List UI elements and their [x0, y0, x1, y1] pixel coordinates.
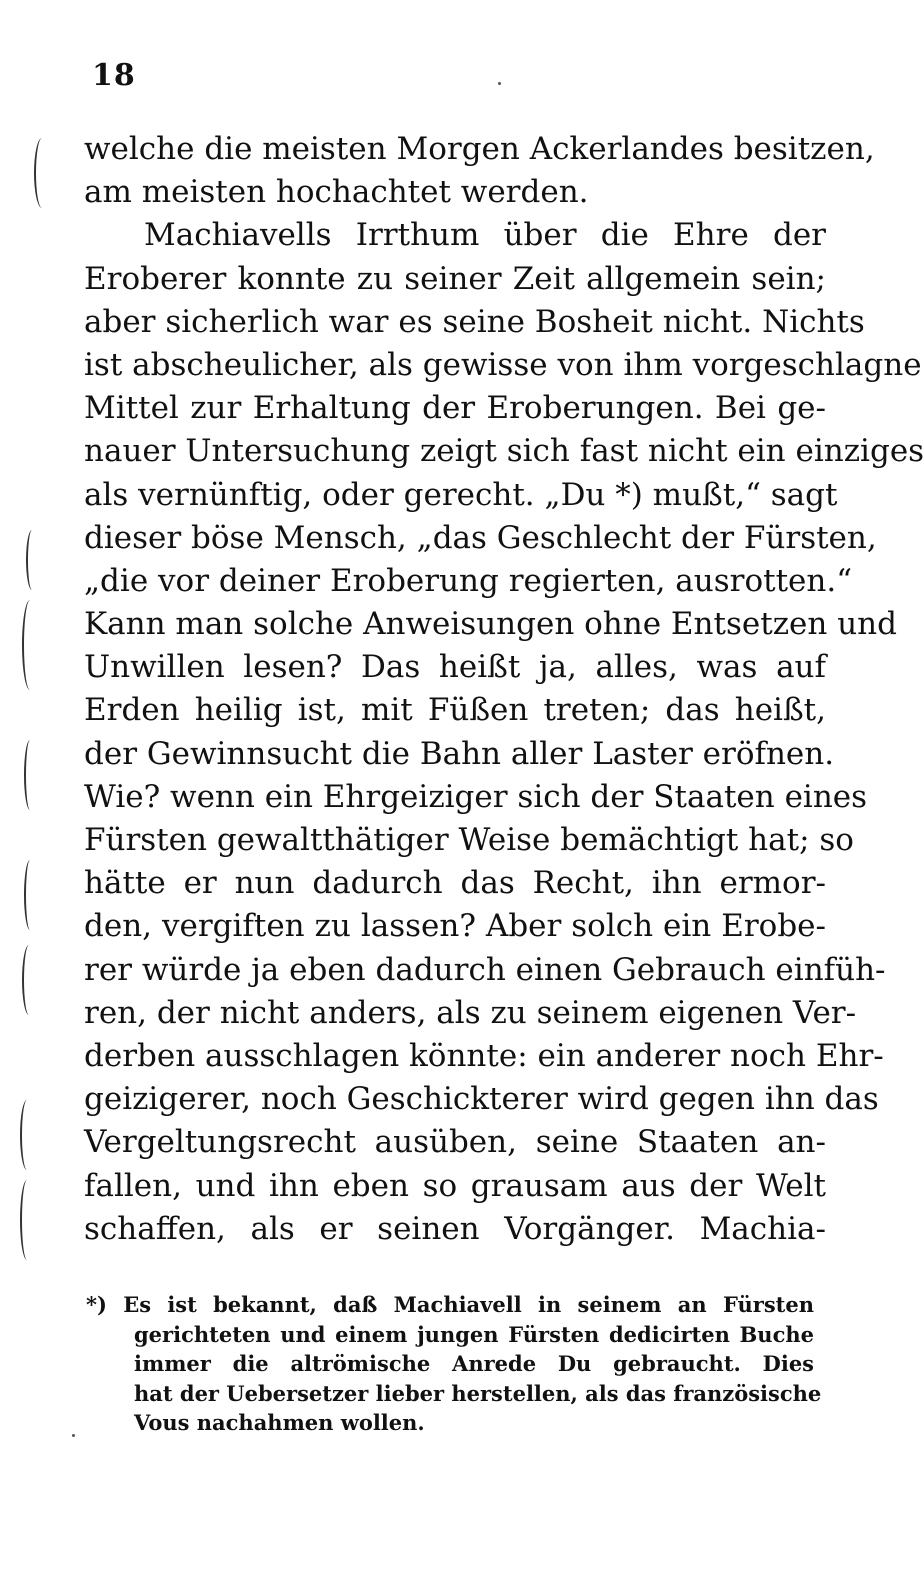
footnote: [86, 1290, 822, 1438]
paper-speck: [498, 82, 501, 85]
text-line: Eroberer konnte zu seiner Zeit allgemein sein;: [84, 260, 826, 297]
paper-speck: [72, 1434, 75, 1437]
margin-mark: [24, 740, 36, 810]
text-line: Vergeltungsrecht ausüben, seine Staaten an-: [84, 1124, 826, 1161]
text-line: als vernünftig, oder gerecht. „Du *) mußt,“ sagt: [84, 476, 838, 513]
text-line: Mittel zur Erhaltung der Eroberungen. Bei ge-: [84, 390, 826, 427]
page-number: 18: [92, 58, 136, 93]
margin-mark: [34, 138, 50, 208]
text-line: Erden heilig ist, mit Füßen treten; das heißt,: [84, 692, 826, 729]
margin-mark: [22, 600, 38, 690]
text-line: Machiavells Irrthum über die Ehre der: [144, 217, 826, 254]
text-line: Fürsten gewaltthätiger Weise bemächtigt hat; so: [84, 822, 854, 858]
margin-mark: [26, 530, 38, 590]
text-line: der Gewinnsucht die Bahn aller Laster eröfnen.: [84, 735, 835, 772]
margin-mark: [24, 860, 36, 930]
text-line: derben ausschlagen könnte: ein anderer noch Ehr-: [84, 1037, 884, 1074]
text-line: Wie? wenn ein Ehrgeiziger sich der Staaten eines: [84, 778, 868, 815]
text-line: aber sicherlich war es seine Bosheit nicht. Nichts: [84, 303, 865, 340]
footnote-line: *) Es ist bekannt, daß Machiavell in seinem an Fürsten: [86, 1292, 814, 1317]
text-line: nauer Untersuchung zeigt sich fast nicht ein einziges: [84, 433, 924, 470]
text-line: fallen, und ihn eben so grausam aus der Welt: [84, 1167, 826, 1204]
text-line: ist abscheulicher, als gewisse von ihm vorgeschlagne: [84, 346, 922, 383]
text-line: „die vor deiner Eroberung regierten, ausrotten.“: [84, 562, 853, 599]
footnote-line: gerichteten und einem jungen Fürsten dedicirten Buche: [134, 1321, 814, 1347]
text-line: Kann man solche Anweisungen ohne Entsetzen und: [84, 606, 897, 643]
body-text: [84, 128, 924, 1251]
text-line: hätte er nun dadurch das Recht, ihn ermor-: [84, 865, 826, 902]
text-line: schaffen, als er seinen Vorgänger. Machia-: [84, 1210, 826, 1247]
margin-mark: [20, 1180, 34, 1260]
footnote-line: Vous nachahmen wollen.: [134, 1410, 425, 1435]
text-line: Unwillen lesen? Das heißt ja, alles, was auf: [84, 649, 826, 686]
text-line: am meisten hochachtet werden.: [84, 174, 589, 211]
text-line: rer würde ja eben dadurch einen Gebrauch einfüh-: [84, 951, 886, 988]
text-line: dieser böse Mensch, „das Geschlecht der Fürsten,: [84, 519, 877, 556]
footnote-line: hat der Uebersetzer lieber herstellen, als das französische: [134, 1380, 822, 1406]
text-line: welche die meisten Morgen Ackerlandes besitzen,: [84, 131, 875, 167]
footnote-line: immer die altrömische Anrede Du gebraucht. Dies: [134, 1351, 814, 1376]
text-line: geizigerer, noch Geschickterer wird gegen ihn das: [84, 1081, 879, 1118]
text-line: ren, der nicht anders, als zu seinem eigenen Ver-: [84, 994, 857, 1031]
margin-mark: [20, 1100, 34, 1170]
text-line: den, vergiften zu lassen? Aber solch ein Erobe-: [84, 908, 826, 945]
margin-mark: [22, 945, 36, 1015]
